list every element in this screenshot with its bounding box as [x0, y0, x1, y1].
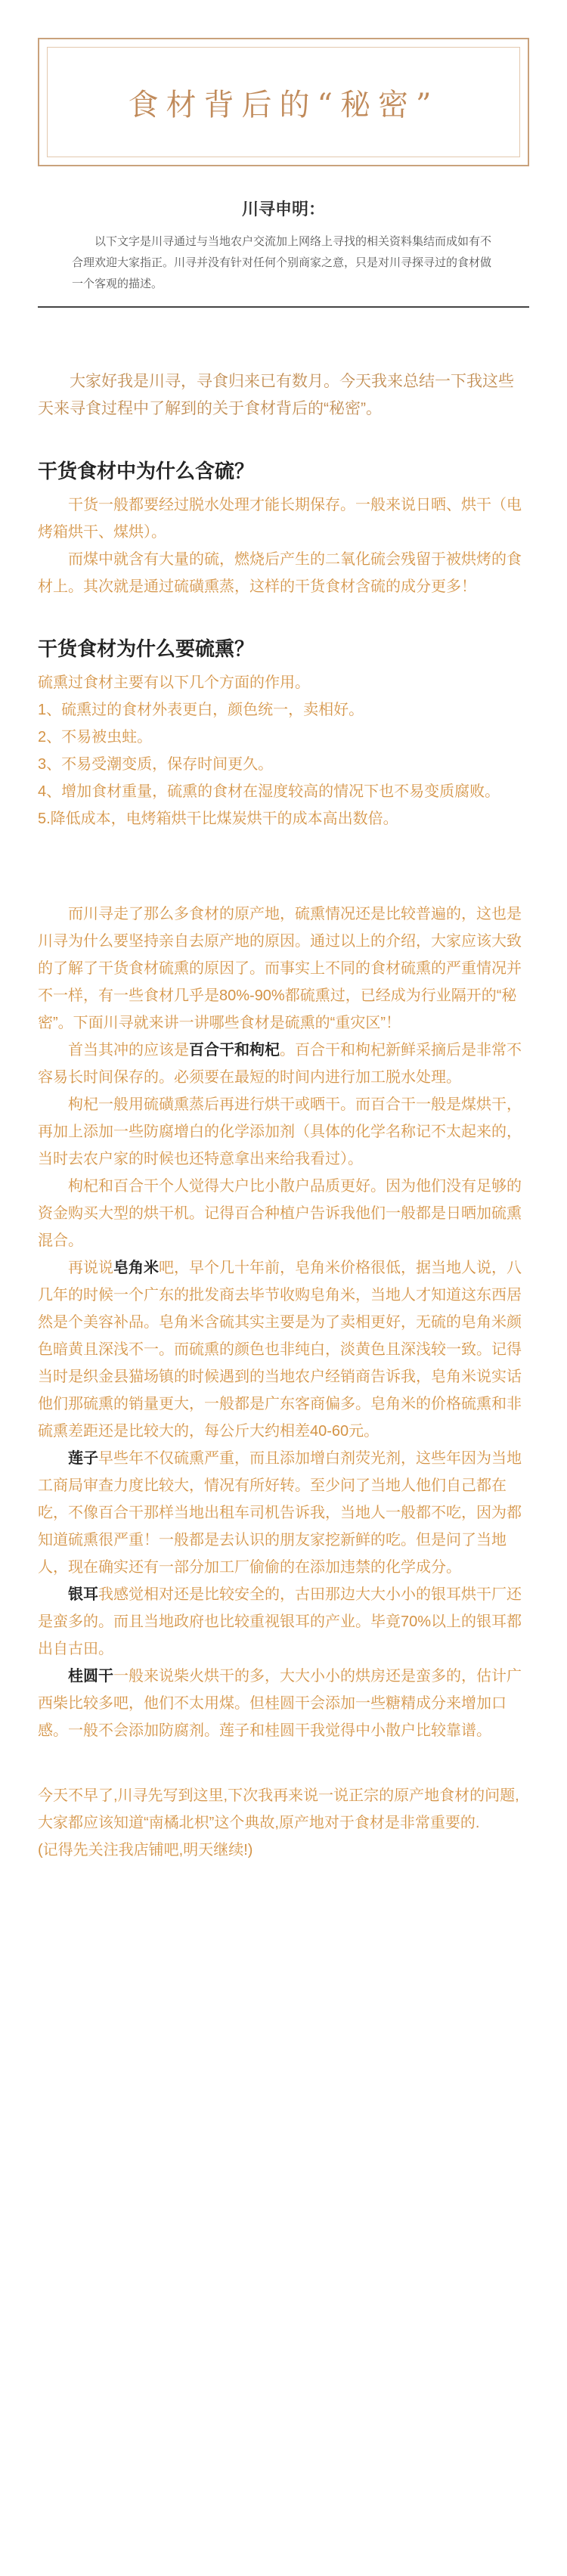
- declaration-text: 以下文字是川寻通过与当地农户交流加上网络上寻找的相关资料集结而成如有不合理欢迎大家指正。川寻并没有针对任何个别商家之意，只是对川寻探寻过的食材做一个客观的描述。: [72, 234, 492, 290]
- highlight-lotus-seed: 莲子: [68, 1450, 98, 1467]
- list-item: 4、增加食材重量，硫熏的食材在湿度较高的情况下也不易变质腐败。: [38, 783, 500, 800]
- section1-paragraph-1: 干货一般都要经过脱水处理才能长期保存。一般来说日晒、烘干（电烤箱烘干、煤烘）。: [38, 497, 522, 541]
- declaration-title: 川寻申明：: [241, 200, 325, 219]
- section-title-sulfur: 干货食材中为什么含硫？: [38, 460, 255, 482]
- spacer: [38, 832, 529, 901]
- text-span: 。百合干和枸杞新鲜采摘后是非常不容易长时间保存的。必须要在最短的时间内进行加工脱水处理。: [38, 1042, 522, 1086]
- highlight-soapberry: 皂角米: [113, 1260, 159, 1276]
- section1-paragraph-2: 而煤中就含有大量的硫，燃烧后产生的二氧化硫会残留于被烘烤的食材上。其次就是通过硫磺熏蒸，这样的干货食材含硫的成分更多！: [38, 551, 522, 595]
- section2-lead: 硫熏过食材主要有以下几个方面的作用。: [38, 674, 310, 691]
- list-item: 5.降低成本，电烤箱烘干比煤炭烘干的成本高出数倍。: [38, 811, 398, 827]
- text-span: 吧，早个几十年前，皂角米价格很低，据当地人说，八几年的时候一个广东的批发商去毕节收购皂角米，当地人才知道这东西居然是个美容补品。皂角米含硫其实主要是为了卖相更好，无硫的皂角米颜色暗黄且深浅不一。而硫熏的颜色也非纯白，淡黄色且深浅较一致。记得当时是织金县猫场镇的时候遇到的当地农户经销商告诉我，皂角米说实话他们那硫熏的销量更大，一般都是广东客商偏多。皂角米的价格硫熏和非硫熏差距还是比较大的，每公斤大约相差40-60元。: [38, 1260, 522, 1440]
- list-item: 2、不易被虫蛀。: [38, 729, 153, 746]
- body-paragraph-4: 枸杞和百合干个人觉得大户比小散户品质更好。因为他们没有足够的资金购买大型的烘干机。记得百合种植户告诉我他们一般都是日晒加硫熏混合。: [38, 1178, 522, 1249]
- article-page: [0, 38, 567, 2576]
- intro-paragraph: 大家好我是川寻，寻食归来已有数月。今天我来总结一下我这些天来寻食过程中了解到的关于食材背后的“秘密”。: [38, 373, 514, 417]
- list-item: 3、不易受潮变质，保存时间更久。: [38, 756, 274, 773]
- body-paragraph-5: [38, 1254, 529, 1445]
- closing-paragraph: 今天不早了,川寻先写到这里,下次我再来说一说正宗的原产地食材的问题, 大家都应该知道“南橘北枳”这个典故,原产地对于食材是非常重要的.: [38, 1787, 519, 1831]
- text-span: 再说说: [68, 1260, 113, 1276]
- title-frame: [38, 38, 529, 166]
- declaration-block: [38, 197, 529, 308]
- body-paragraph-3: 枸杞一般用硫磺熏蒸后再进行烘干或晒干。而百合干一般是煤烘干，再加上添加一些防腐增白的化学添加剂（具体的化学名称记不太起来的，当时去农户家的时候也还特意拿出来给我看过）。: [38, 1096, 522, 1167]
- text-span: 早些年不仅硫熏严重，而且添加增白剂荧光剂，这些年因为当地工商局审查力度比较大，情况有所好转。至少问了当地人他们自己都在吃，不像百合干那样当地出租车司机告诉我，当地人一般都不吃，因为都知道硫熏很严重！一般都是去认识的朋友家挖新鲜的吃。但是问了当地人，现在确实还有一部分加工厂偷偷的在添加违禁的化学成分。: [38, 1450, 522, 1576]
- declaration-divider: [38, 306, 529, 308]
- text-span: 首当其冲的应该是: [68, 1042, 189, 1059]
- page-title: 食材背后的“秘密”: [128, 87, 439, 122]
- closing-note: (记得先关注我店铺吧,明天继续!): [38, 1842, 253, 1858]
- body-paragraph-2: [38, 1037, 529, 1091]
- list-item: 1、硫熏过的食材外表更白，颜色统一，卖相好。: [38, 702, 364, 718]
- highlight-lily-wolfberry: 百合干和枸杞: [189, 1042, 280, 1059]
- highlight-tremella: 银耳: [68, 1586, 98, 1603]
- text-span: 我感觉相对还是比较安全的，古田那边大大小小的银耳烘干厂还是蛮多的。而且当地政府也比较重视银耳的产业。毕竟70%以上的银耳都出自古田。: [38, 1586, 522, 1657]
- title-inner-frame: [47, 47, 520, 157]
- body-paragraph-8: [38, 1663, 529, 1744]
- body-paragraph-7: [38, 1581, 529, 1663]
- body-paragraph-1: 而川寻走了那么多食材的原产地，硫熏情况还是比较普遍的，这也是川寻为什么要坚持亲自去原产地的原因。通过以上的介绍，大家应该大致的了解了干货食材硫熏的原因了。而事实上不同的食材硫熏的严重情况并不一样，有一些食材几乎是80%-90%都硫熏过，已经成为行业隔开的“秘密”。下面川寻就来讲一讲哪些食材是硫熏的“重灾区”！: [38, 906, 522, 1031]
- spacer: [38, 1744, 529, 1782]
- highlight-longan: 桂圆干: [68, 1668, 113, 1685]
- section-title-fumigation: 干货食材为什么要硫熏？: [38, 637, 255, 660]
- text-span: 一般来说柴火烘干的多，大大小小的烘房还是蛮多的，估计广西柴比较多吧，他们不太用煤。但桂圆干会添加一些糖精成分来增加口感。一般不会添加防腐剂。莲子和桂圆干我觉得中小散户比较靠谱。: [38, 1668, 522, 1739]
- body-paragraph-6: [38, 1445, 529, 1581]
